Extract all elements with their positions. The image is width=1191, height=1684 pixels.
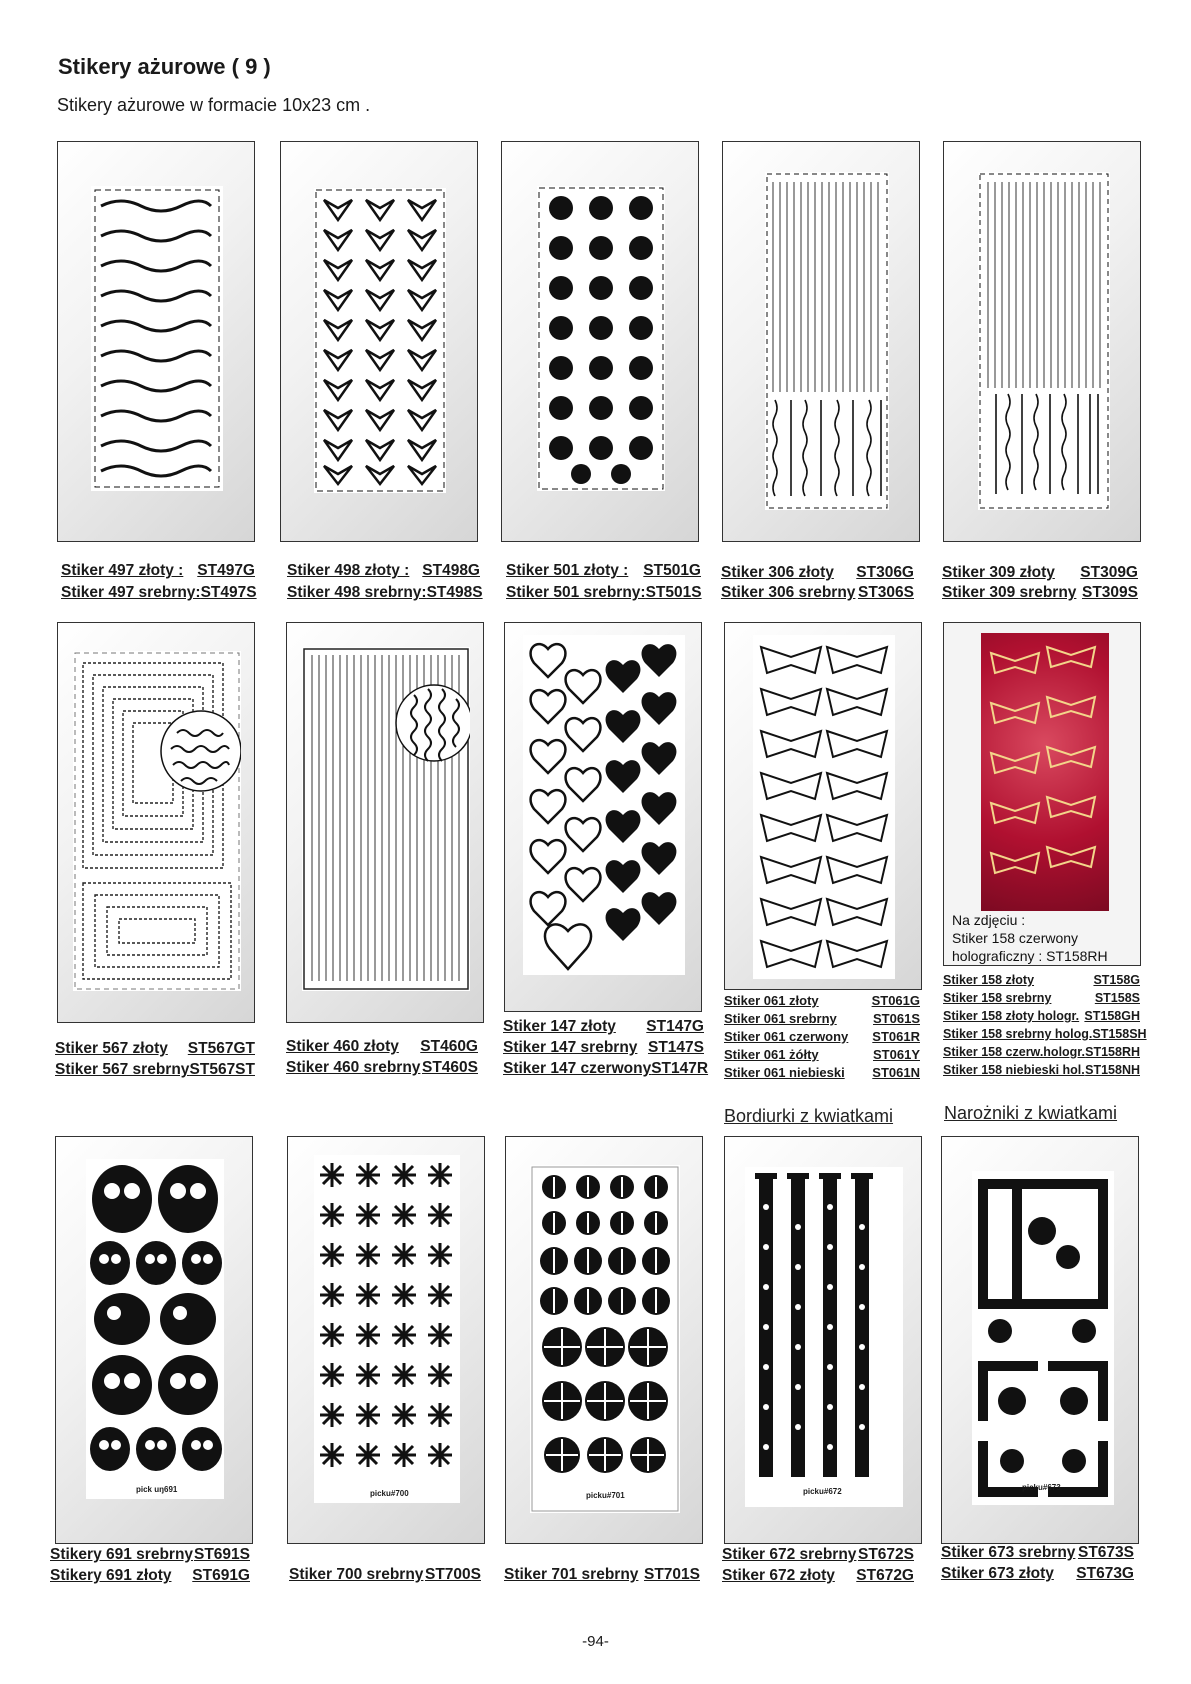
- caption-line: Stiker 567 złoty ST567GT: [55, 1040, 255, 1057]
- caption-line: Stiker 672 złoty ST672G: [722, 1567, 914, 1584]
- butterfly-pattern-image: [314, 188, 446, 493]
- hearts-pattern-image: [523, 635, 685, 975]
- caption-line: Stiker 061 niebieski ST061N: [724, 1065, 920, 1080]
- caption-line: Stiker 158 niebieski hol. ST158NH: [943, 1063, 1140, 1077]
- sticker-sheet-567: [73, 651, 241, 991]
- caption-line: Stiker 498 złoty : ST498G: [287, 562, 480, 579]
- product-frame-700[interactable]: [287, 1136, 485, 1544]
- sticker-sheet-691: [86, 1159, 224, 1499]
- caption-line: Stiker 673 srebrny ST673S: [941, 1544, 1134, 1561]
- photo-note: Na zdjęciu : Stiker 158 czerwony holograficzny : ST158RH: [952, 912, 1108, 964]
- snowflakes-pattern-image: [530, 1165, 680, 1513]
- caption-line: Stiker 306 złoty ST306G: [721, 564, 914, 581]
- caption-line: Stiker 701 srebrny ST701S: [504, 1566, 700, 1583]
- caption-line: Stiker 309 srebrny ST309S: [942, 584, 1138, 601]
- flower-corners-pattern-image: [972, 1171, 1114, 1505]
- product-frame-498[interactable]: [280, 141, 478, 542]
- caption-line: Stiker 061 złoty ST061G: [724, 993, 920, 1008]
- product-frame-701[interactable]: [505, 1136, 703, 1544]
- caption-line: Stiker 497 złoty : ST497G: [61, 562, 255, 579]
- product-frame-501[interactable]: [501, 141, 699, 542]
- sheet-label: picku#701: [586, 1491, 625, 1500]
- wavy-frames-pattern-image: [73, 651, 241, 991]
- trefoil-pattern-image: [537, 186, 665, 491]
- caption-line: Stiker 498 srebrny: ST498S: [287, 584, 483, 601]
- owls-pattern-image: [86, 1159, 224, 1499]
- caption-line: Stikery 691 złoty ST691G: [50, 1567, 250, 1584]
- wavy-lines-pattern-image: [302, 647, 470, 991]
- caption-line: Stiker 061 czerwony ST061R: [724, 1029, 920, 1044]
- product-frame-567[interactable]: [57, 622, 255, 1023]
- sticker-sheet-700: [314, 1155, 460, 1503]
- caption-line: Stiker 309 złoty ST309G: [942, 564, 1138, 581]
- caption-line: Stiker 497 srebrny: ST497S: [61, 584, 257, 601]
- product-frame-061[interactable]: [724, 622, 922, 990]
- caption-line: Stiker 501 złoty : ST501G: [506, 562, 701, 579]
- product-frame-309[interactable]: [943, 141, 1141, 542]
- sticker-sheet-501: [537, 186, 665, 491]
- caption-line: Stiker 306 srebrny ST306S: [721, 584, 914, 601]
- product-frame-306[interactable]: [722, 141, 920, 542]
- sticker-sheet-147: [523, 635, 685, 975]
- caption-line: Stiker 501 srebrny: ST501S: [506, 584, 702, 601]
- caption-line: Stiker 673 złoty ST673G: [941, 1565, 1134, 1582]
- sticker-sheet-498: [314, 188, 446, 493]
- caption-line: Stiker 567 srebrny ST567ST: [55, 1061, 255, 1078]
- ornament-pattern-image: [91, 186, 223, 491]
- page-title: Stikery ażurowe ( 9 ): [58, 54, 271, 79]
- flower-borders-pattern-image: [745, 1167, 903, 1507]
- sticker-sheet-701: [530, 1165, 680, 1513]
- sheet-label: picku#672: [803, 1487, 842, 1496]
- caption-line: Stiker 158 czerw.hologr. ST158RH: [943, 1045, 1140, 1059]
- border-lines-pattern-image: [765, 172, 889, 510]
- holographic-sticker-photo: [981, 633, 1109, 911]
- product-frame-672[interactable]: [724, 1136, 922, 1544]
- caption-line: Stiker 460 srebrny ST460S: [286, 1059, 478, 1076]
- page-number: -94-: [582, 1633, 609, 1650]
- caption-line: Stiker 147 czerwony ST147R: [503, 1060, 709, 1077]
- product-frame-158-photo[interactable]: [943, 622, 1141, 966]
- sticker-sheet-497: [91, 186, 223, 491]
- caption-line: Stikery 691 srebrny ST691S: [50, 1546, 250, 1563]
- caption-line: Stiker 158 złoty ST158G: [943, 973, 1140, 987]
- sticker-sheet-306: [765, 172, 889, 510]
- sticker-sheet-673: [972, 1171, 1114, 1505]
- border-lines-pattern-image: [978, 172, 1110, 510]
- sticker-sheet-309: [978, 172, 1110, 510]
- caption-line: Stiker 147 złoty ST147G: [503, 1018, 704, 1035]
- sheet-label: pick uŋ691: [136, 1485, 178, 1494]
- section-heading-corners: Narożniki z kwiatkami: [944, 1103, 1118, 1123]
- caption-line: Stiker 158 srebrny holog. ST158SH: [943, 1027, 1147, 1041]
- caption-line: Stiker 158 złoty hologr. ST158GH: [943, 1009, 1140, 1023]
- sticker-sheet-061: [753, 635, 895, 979]
- caption-line: Stiker 460 złoty ST460G: [286, 1038, 478, 1055]
- page-subtitle: Stikery ażurowe w formacie 10x23 cm .: [57, 95, 371, 115]
- caption-line: Stiker 700 srebrny ST700S: [289, 1566, 481, 1583]
- product-frame-673[interactable]: [941, 1136, 1139, 1544]
- product-frame-691[interactable]: [55, 1136, 253, 1544]
- caption-line: Stiker 061 żółty ST061Y: [724, 1047, 920, 1062]
- butterflies-pattern-image: [753, 635, 895, 979]
- sticker-sheet-460: [302, 647, 470, 991]
- sheet-label: picku#700: [370, 1489, 409, 1498]
- product-frame-497[interactable]: [57, 141, 255, 542]
- product-frame-460[interactable]: [286, 622, 484, 1023]
- product-frame-147[interactable]: [504, 622, 702, 1012]
- gold-butterflies-image: [981, 633, 1109, 911]
- sticker-sheet-672: [745, 1167, 903, 1507]
- caption-line: Stiker 158 srebrny ST158S: [943, 991, 1140, 1005]
- caption-line: Stiker 147 srebrny ST147S: [503, 1039, 704, 1056]
- section-heading-borders: Bordiurki z kwiatkami: [724, 1106, 894, 1126]
- snowflakes-pattern-image: [314, 1155, 460, 1503]
- caption-line: Stiker 672 srebrny ST672S: [722, 1546, 914, 1563]
- caption-line: Stiker 061 srebrny ST061S: [724, 1011, 920, 1026]
- sheet-label: picku#673: [1022, 1483, 1061, 1492]
